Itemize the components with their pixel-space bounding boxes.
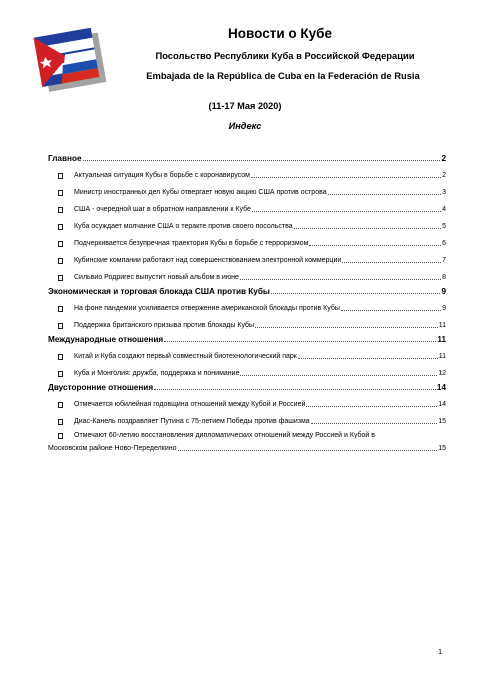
bullet-icon: [55, 400, 65, 409]
toc-section-international[interactable]: [48, 331, 446, 344]
toc-item-label: Отмечается юбилейная годовщина отношений между Кубой и Россией: [74, 401, 306, 408]
toc-item-label: Сильвио Родригес выпустит новый альбом в июне: [74, 274, 239, 281]
toc-item-label: Министр иностранных дел Кубы отвергает новую акцию США против острова: [74, 189, 327, 196]
toc-item[interactable]: [48, 317, 446, 330]
toc-item[interactable]: [48, 235, 446, 248]
toc-item[interactable]: [48, 269, 446, 282]
toc-item[interactable]: [48, 218, 446, 231]
toc-section-bilateral[interactable]: [48, 379, 446, 392]
bullet-icon: [55, 171, 65, 180]
dot-leader: [164, 340, 436, 342]
toc-page-number: 7: [442, 257, 446, 264]
toc-section-main[interactable]: [48, 150, 446, 163]
date-range: (11-17 Мая 2020): [208, 101, 282, 111]
subtitle-spanish: Embajada de la República de Cuba en la Federación de Rusia: [146, 70, 420, 81]
dot-leader: [341, 309, 441, 311]
toc-item-label: Подчеркивается безупречная траектория Кубы в борьбе с терроризмом: [74, 240, 309, 247]
toc-item-label: Куба и Монголия: дружба, поддержка и понимание: [74, 370, 240, 377]
toc-item-label: Отмечают 60-летию восстановления дипломатических отношений между Россией и Кубой в: [74, 432, 375, 439]
toc-item[interactable]: [48, 365, 446, 378]
bullet-icon: [55, 239, 65, 248]
bullet-icon: [55, 205, 65, 214]
toc-section-blockade[interactable]: [48, 283, 446, 296]
page-number: 1: [438, 647, 443, 656]
toc-section-label: Двусторонние отношения: [48, 383, 154, 392]
dot-leader: [271, 292, 441, 294]
toc-item-line-2: [48, 444, 446, 453]
dot-leader: [154, 388, 436, 390]
toc-section-label: Главное: [48, 154, 82, 163]
dot-leader: [240, 374, 437, 376]
toc-page-number: 11: [437, 335, 446, 344]
dot-leader: [255, 326, 438, 328]
dot-leader: [252, 210, 441, 212]
dot-leader: [178, 449, 438, 451]
dot-leader: [342, 261, 441, 263]
toc-section-label: Экономическая и торговая блокада США против Кубы: [48, 287, 270, 296]
toc-page-number: 4: [442, 206, 446, 213]
toc-item-label-continued: Московском районе Ново-Переделкино: [48, 445, 177, 452]
toc-page-number: 15: [438, 418, 446, 425]
bullet-icon: [55, 431, 65, 440]
toc-page-number: 5: [442, 223, 446, 230]
dot-leader: [306, 405, 437, 407]
toc-item-label: Кубинские компании работают над совершенствованием электронной коммерции: [74, 257, 342, 264]
toc-item-label: На фоне пандемии усиливается отвержение американской блокады против Кубы: [74, 305, 340, 312]
bullet-icon: [55, 304, 65, 313]
toc-page-number: 14: [436, 383, 446, 392]
dot-leader: [251, 176, 441, 178]
toc-item[interactable]: [48, 413, 446, 426]
toc-item-label: Диас-Канель поздравляет Путина с 75-летием Победы против фашизма: [74, 418, 310, 425]
toc-item[interactable]: [48, 348, 446, 361]
bullet-icon: [55, 188, 65, 197]
bullet-icon: [55, 273, 65, 282]
dot-leader: [294, 227, 441, 229]
toc-item[interactable]: [48, 431, 446, 455]
toc-page-number: 12: [438, 370, 446, 377]
toc-item-line-1: [48, 431, 446, 440]
toc-item[interactable]: [48, 396, 446, 409]
toc-item-label: Куба осуждает молчание США о теракте против своего посольства: [74, 223, 293, 230]
toc-page-number: 11: [438, 322, 446, 329]
subtitle-russian: Посольство Республики Куба в Российской Федерации: [155, 50, 415, 61]
toc-item[interactable]: [48, 252, 446, 265]
dot-leader: [83, 159, 441, 161]
dot-leader: [311, 422, 438, 424]
toc-page-number: 2: [442, 172, 446, 179]
toc-item-label: США - очередной шаг в обратном направлении к Кубе: [74, 206, 251, 213]
toc-page-number: 2: [441, 154, 446, 163]
dot-leader: [298, 357, 438, 359]
toc-page-number: 3: [442, 189, 446, 196]
toc-page-number: 8: [442, 274, 446, 281]
toc-page-number: 15: [438, 445, 446, 452]
bullet-icon: [55, 352, 65, 361]
toc-page-number: 11: [438, 353, 446, 360]
dot-leader: [309, 244, 441, 246]
toc-page-number: 9: [442, 305, 446, 312]
dot-leader: [328, 193, 441, 195]
flags-logo: [28, 22, 110, 98]
toc-item[interactable]: [48, 300, 446, 313]
toc-item[interactable]: [48, 184, 446, 197]
toc-item[interactable]: [48, 201, 446, 214]
dot-leader: [240, 278, 441, 280]
toc-page-number: 6: [442, 240, 446, 247]
toc-page-number: 9: [441, 287, 446, 296]
bullet-icon: [55, 256, 65, 265]
toc-section-label: Международные отношения: [48, 335, 164, 344]
bullet-icon: [55, 222, 65, 231]
bullet-icon: [55, 321, 65, 330]
page-title: Новости о Кубе: [228, 26, 332, 41]
bullet-icon: [55, 417, 65, 426]
toc-page-number: 14: [438, 401, 446, 408]
toc-item[interactable]: [48, 167, 446, 180]
index-heading: Индекс: [228, 121, 262, 131]
toc-item-label: Китай и Куба создают первый совместный биотехнологический парк: [74, 353, 297, 360]
toc-item-label: Актуальная ситуация Кубы в борьбе с коронавирусом: [74, 172, 250, 179]
toc-item-label: Поддержка британского призыва против блокады Кубы: [74, 322, 255, 329]
bullet-icon: [55, 369, 65, 378]
